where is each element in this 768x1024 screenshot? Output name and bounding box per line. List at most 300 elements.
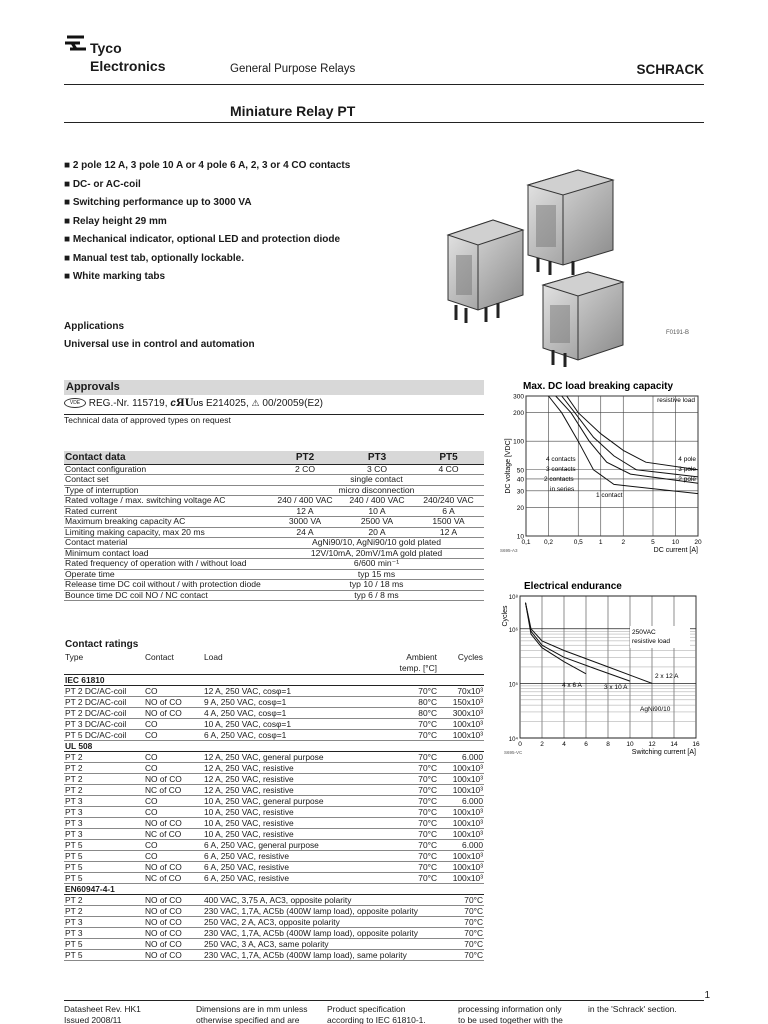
header-category: General Purpose Relays bbox=[230, 63, 356, 75]
x-tick-label: 2 bbox=[540, 741, 544, 748]
cell-load: 4 A, 250 VAC, cosφ=1 bbox=[203, 708, 378, 719]
cell-contact: CO bbox=[144, 796, 203, 807]
cell-type: PT 5 bbox=[64, 873, 144, 884]
cell-ambient: 70°C bbox=[438, 906, 484, 917]
cell-type: PT 2 DC/AC-coil bbox=[64, 697, 144, 708]
cell-load: 10 A, 250 VAC, resistive bbox=[203, 807, 378, 818]
header-rule bbox=[64, 84, 704, 85]
cell-type: PT 2 bbox=[64, 763, 144, 774]
x-tick-label: 8 bbox=[606, 741, 610, 748]
row-value: 10 A bbox=[341, 506, 413, 517]
x-tick-label: 0,5 bbox=[573, 539, 583, 546]
y-axis-label: DC voltage [VDC] bbox=[505, 438, 512, 494]
relay-2 bbox=[528, 170, 613, 275]
table-row bbox=[64, 697, 484, 708]
y-tick-label: 10⁸ bbox=[508, 594, 518, 601]
cell-ambient: 70°C bbox=[438, 917, 484, 928]
cell-load: 230 VAC, 1,7A, AC5b (400W lamp load), same polarity bbox=[203, 950, 438, 961]
table-row bbox=[64, 917, 484, 928]
cell-cycles: 150x10³ bbox=[438, 697, 484, 708]
table-row bbox=[64, 538, 484, 549]
cell-ambient: 70°C bbox=[438, 928, 484, 939]
annotation: 3 contacts bbox=[546, 466, 576, 473]
annotation: 2 pole bbox=[678, 476, 696, 483]
ul-mark-icon: c bbox=[170, 398, 176, 409]
x-tick-label: 0,2 bbox=[543, 539, 554, 546]
row-label: Contact configuration bbox=[64, 464, 269, 475]
cell-contact: NC of CO bbox=[144, 829, 203, 840]
cell-ambient: 80°C bbox=[378, 708, 438, 719]
row-value: 3 CO bbox=[341, 464, 413, 475]
x-tick-label: 6 bbox=[584, 741, 588, 748]
chart-code: S695-A3 bbox=[500, 548, 518, 553]
row-label: Bounce time DC coil NO / NC contact bbox=[64, 590, 269, 601]
y-tick-label: 10 bbox=[516, 533, 524, 541]
cell-cycles: 300x10³ bbox=[438, 708, 484, 719]
cell-cycles: 100x10³ bbox=[438, 774, 484, 785]
x-tick-label: 10 bbox=[626, 741, 634, 748]
cell-ambient: 70°C bbox=[378, 796, 438, 807]
page-title: Miniature Relay PT bbox=[230, 103, 356, 119]
semko-mark-icon: ⚠ bbox=[251, 398, 260, 408]
row-value: single contact bbox=[269, 475, 484, 486]
table-row bbox=[64, 873, 484, 884]
table-row bbox=[64, 517, 484, 528]
cell-contact: NC of CO bbox=[144, 785, 203, 796]
row-label: Contact material bbox=[64, 538, 269, 549]
series-line bbox=[526, 603, 587, 674]
table-row bbox=[64, 895, 484, 906]
annotation: 4 x 6 A bbox=[562, 682, 582, 689]
image-code: F0191-B bbox=[666, 330, 690, 336]
row-value: 12V/10mA, 20mV/1mA gold plated bbox=[269, 548, 484, 559]
feature-item: ■ Mechanical indicator, optional LED and protection diode bbox=[64, 231, 350, 250]
annotation: 2 x 12 A bbox=[655, 673, 679, 680]
x-tick-label: 14 bbox=[670, 741, 678, 748]
row-label: Operate time bbox=[64, 569, 269, 580]
cell-contact: NO of CO bbox=[144, 950, 203, 961]
annotation: in series bbox=[550, 486, 575, 493]
annotation: AgNi90/10 bbox=[640, 706, 671, 713]
row-value: 6/600 min⁻¹ bbox=[269, 559, 484, 570]
cell-contact: NC of CO bbox=[144, 873, 203, 884]
cell-cycles: 100x10³ bbox=[438, 818, 484, 829]
y-tick-label: 50 bbox=[516, 467, 524, 475]
cell-cycles: 100x10³ bbox=[438, 873, 484, 884]
table-row bbox=[64, 485, 484, 496]
cell-contact: NO of CO bbox=[144, 939, 203, 950]
cell-contact: NO of CO bbox=[144, 906, 203, 917]
row-label: Contact set bbox=[64, 475, 269, 486]
cell-load: 10 A, 250 VAC, resistive bbox=[203, 818, 378, 829]
table-row bbox=[64, 939, 484, 950]
series-line bbox=[562, 396, 698, 477]
vde-mark-icon: VDE bbox=[64, 398, 86, 408]
feature-item: ■ Manual test tab, optionally lockable. bbox=[64, 250, 350, 269]
cell-type: PT 2 bbox=[64, 752, 144, 763]
annotation: 3 pole bbox=[678, 466, 696, 473]
cell-type: PT 5 bbox=[64, 851, 144, 862]
contact-data-heading: Contact data bbox=[64, 451, 269, 464]
cell-ambient: 70°C bbox=[438, 895, 484, 906]
cell-ambient: 70°C bbox=[378, 851, 438, 862]
table-row bbox=[64, 496, 484, 507]
table-row bbox=[64, 862, 484, 873]
cell-contact: CO bbox=[144, 807, 203, 818]
logo-line2: Electronics bbox=[90, 58, 166, 74]
cell-load: 10 A, 250 VAC, general purpose bbox=[203, 796, 378, 807]
cell-cycles: 100x10³ bbox=[438, 807, 484, 818]
row-value: 12 A bbox=[269, 506, 341, 517]
standard-group-row bbox=[64, 884, 484, 895]
cell-type: PT 3 bbox=[64, 818, 144, 829]
cell-type: PT 2 bbox=[64, 785, 144, 796]
y-tick-label: 200 bbox=[513, 410, 524, 418]
cell-contact: CO bbox=[144, 763, 203, 774]
x-axis-label: Switching current [A] bbox=[631, 749, 696, 756]
table-row bbox=[64, 559, 484, 570]
footer-text: otherwise specified and are bbox=[196, 1015, 300, 1024]
cell-load: 6 A, 250 VAC, cosφ=1 bbox=[203, 730, 378, 741]
row-label: Release time DC coil without / with protection diode bbox=[64, 580, 269, 591]
x-tick-label: 0 bbox=[518, 741, 522, 748]
contact-data-table bbox=[64, 451, 484, 601]
cell-ambient: 70°C bbox=[378, 807, 438, 818]
x-tick-label: 0,1 bbox=[521, 539, 531, 546]
feature-list bbox=[64, 157, 350, 287]
standard-name: IEC 61810 bbox=[64, 675, 484, 686]
cell-type: PT 5 bbox=[64, 950, 144, 961]
cell-type: PT 2 bbox=[64, 906, 144, 917]
applications-heading: Applications bbox=[64, 321, 125, 332]
row-value: 4 CO bbox=[413, 464, 484, 475]
chart-code: S695-VC bbox=[504, 750, 523, 755]
footer-rule bbox=[64, 1000, 704, 1001]
relay-3 bbox=[543, 272, 623, 367]
relay-product-image bbox=[438, 160, 700, 370]
y-tick-label: 100 bbox=[513, 438, 524, 446]
table-row bbox=[64, 569, 484, 580]
row-value: typ 10 / 18 ms bbox=[269, 580, 484, 591]
table-row bbox=[64, 840, 484, 851]
cell-contact: NO of CO bbox=[144, 928, 203, 939]
cell-ambient: 70°C bbox=[378, 774, 438, 785]
feature-item: ■ DC- or AC-coil bbox=[64, 176, 350, 195]
approvals-heading: Approvals bbox=[64, 380, 484, 395]
footer-col-5 bbox=[588, 1004, 677, 1015]
cell-ambient: 70°C bbox=[438, 939, 484, 950]
feature-item: ■ 2 pole 12 A, 3 pole 10 A or 4 pole 6 A, 2, 3 or 4 CO contacts bbox=[64, 157, 350, 176]
column-header: PT5 bbox=[413, 451, 484, 464]
row-value: typ 15 ms bbox=[269, 569, 484, 580]
annotation: 250VAC bbox=[632, 629, 656, 636]
cell-ambient: 70°C bbox=[378, 785, 438, 796]
cell-cycles: 100x10³ bbox=[438, 829, 484, 840]
cell-load: 12 A, 250 VAC, resistive bbox=[203, 774, 378, 785]
row-value: 6 A bbox=[413, 506, 484, 517]
cell-type: PT 3 bbox=[64, 796, 144, 807]
cell-load: 250 VAC, 2 A, AC3, opposite polarity bbox=[203, 917, 438, 928]
table-row bbox=[64, 785, 484, 796]
cell-type: PT 3 bbox=[64, 807, 144, 818]
y-tick-label: 10⁶ bbox=[508, 627, 518, 634]
cell-cycles: 70x10³ bbox=[438, 686, 484, 697]
feature-item: ■ Switching performance up to 3000 VA bbox=[64, 194, 350, 213]
cell-contact: CO bbox=[144, 840, 203, 851]
row-value: 1500 VA bbox=[413, 517, 484, 528]
cell-ambient: 70°C bbox=[378, 829, 438, 840]
row-value: micro disconnection bbox=[269, 485, 484, 496]
table-row bbox=[64, 796, 484, 807]
y-tick-label: 40 bbox=[516, 476, 524, 484]
row-label: Type of interruption bbox=[64, 485, 269, 496]
tyco-logo bbox=[64, 30, 184, 78]
cell-load: 10 A, 250 VAC, resistive bbox=[203, 829, 378, 840]
cell-ambient: 70°C bbox=[378, 763, 438, 774]
cell-cycles: 100x10³ bbox=[438, 763, 484, 774]
cell-contact: CO bbox=[144, 686, 203, 697]
table-row bbox=[64, 818, 484, 829]
table-row bbox=[64, 708, 484, 719]
cell-contact: CO bbox=[144, 719, 203, 730]
table-row bbox=[64, 527, 484, 538]
table-row bbox=[64, 475, 484, 486]
annotation: 4 contacts bbox=[546, 456, 576, 463]
cell-cycles: 100x10³ bbox=[438, 730, 484, 741]
y-tick-label: 10⁴ bbox=[508, 737, 518, 743]
cell-load: 6 A, 250 VAC, general purpose bbox=[203, 840, 378, 851]
approvals-row: VDE REG.-Nr. 115719, cЯUUS E214025, ⚠ 00/20059(E2) bbox=[64, 398, 484, 415]
table-row bbox=[64, 807, 484, 818]
col-load: Load bbox=[203, 652, 378, 675]
table-row bbox=[64, 906, 484, 917]
row-label: Maximum breaking capacity AC bbox=[64, 517, 269, 528]
cell-cycles: 6.000 bbox=[438, 840, 484, 851]
row-label: Minimum contact load bbox=[64, 548, 269, 559]
table-row bbox=[64, 730, 484, 741]
footer-col-2 bbox=[196, 1004, 307, 1024]
row-value: 12 A bbox=[413, 527, 484, 538]
cell-ambient: 70°C bbox=[378, 818, 438, 829]
cell-load: 10 A, 250 VAC, cosφ=1 bbox=[203, 719, 378, 730]
cell-load: 230 VAC, 1,7A, AC5b (400W lamp load), opposite polarity bbox=[203, 928, 438, 939]
y-tick-label: 10⁵ bbox=[508, 682, 518, 689]
col-type: Type bbox=[64, 652, 144, 675]
cell-type: PT 5 bbox=[64, 862, 144, 873]
standard-group-row bbox=[64, 741, 484, 752]
table-row bbox=[64, 719, 484, 730]
table-row bbox=[64, 506, 484, 517]
ul-suffix: US bbox=[193, 401, 204, 408]
footer-text: Issued 2008/11 bbox=[64, 1015, 122, 1024]
annotation: resistive load bbox=[632, 638, 670, 645]
cell-cycles: 100x10³ bbox=[438, 851, 484, 862]
col-cycles: Cycles bbox=[438, 652, 484, 675]
feature-item: ■ White marking tabs bbox=[64, 268, 350, 287]
row-value: typ 6 / 8 ms bbox=[269, 590, 484, 601]
row-value: 240 / 400 VAC bbox=[269, 496, 341, 507]
cell-cycles: 100x10³ bbox=[438, 785, 484, 796]
y-axis-label: Cycles bbox=[502, 605, 509, 627]
row-label: Rated frequency of operation with / without load bbox=[64, 559, 269, 570]
approvals-note: Technical data of approved types on request bbox=[64, 415, 231, 425]
applications-text: Universal use in control and automation bbox=[64, 339, 255, 350]
x-tick-label: 16 bbox=[692, 741, 700, 748]
ratings-heading: Contact ratings bbox=[65, 639, 139, 650]
standard-group-row bbox=[64, 675, 484, 686]
footer-col-3 bbox=[327, 1004, 426, 1024]
cell-load: 12 A, 250 VAC, cosφ=1 bbox=[203, 686, 378, 697]
footer-text: Dimensions are in mm unless bbox=[196, 1004, 308, 1014]
cell-contact: NO of CO bbox=[144, 895, 203, 906]
cell-type: PT 5 bbox=[64, 840, 144, 851]
x-axis-label: DC current [A] bbox=[653, 547, 698, 554]
row-label: Rated current bbox=[64, 506, 269, 517]
annotation: 2 contacts bbox=[544, 476, 574, 483]
cell-load: 230 VAC, 1,7A, AC5b (400W lamp load), opposite polarity bbox=[203, 906, 438, 917]
cell-ambient: 70°C bbox=[378, 686, 438, 697]
column-header: PT2 bbox=[269, 451, 341, 464]
cell-contact: NO of CO bbox=[144, 697, 203, 708]
row-value: 24 A bbox=[269, 527, 341, 538]
footer-text: processing information only bbox=[458, 1004, 562, 1014]
cell-ambient: 70°C bbox=[378, 719, 438, 730]
contact-data-header-row bbox=[64, 451, 484, 464]
row-label: Limiting making capacity, max 20 ms bbox=[64, 527, 269, 538]
x-tick-label: 4 bbox=[562, 741, 566, 748]
relay-1 bbox=[448, 220, 523, 323]
cell-contact: CO bbox=[144, 851, 203, 862]
x-tick-label: 5 bbox=[651, 539, 655, 546]
cell-load: 12 A, 250 VAC, resistive bbox=[203, 763, 378, 774]
y-tick-label: 30 bbox=[516, 488, 524, 496]
col-ambient: Ambient temp. [°C] bbox=[378, 652, 438, 675]
approval-ul-file: E214025, bbox=[205, 398, 249, 409]
cell-contact: NO of CO bbox=[144, 917, 203, 928]
annotation: resistive load bbox=[657, 397, 695, 404]
footer-col-4 bbox=[458, 1004, 563, 1024]
row-label: Rated voltage / max. switching voltage AC bbox=[64, 496, 269, 507]
cell-contact: NO of CO bbox=[144, 708, 203, 719]
column-header: PT3 bbox=[341, 451, 413, 464]
cell-type: PT 5 bbox=[64, 939, 144, 950]
logo-line1: Tyco bbox=[90, 40, 122, 56]
cell-contact: NO of CO bbox=[144, 774, 203, 785]
table-row bbox=[64, 829, 484, 840]
cell-type: PT 3 DC/AC-coil bbox=[64, 719, 144, 730]
table-row bbox=[64, 928, 484, 939]
table-row bbox=[64, 851, 484, 862]
col-contact: Contact bbox=[144, 652, 203, 675]
approval-semko: 00/20059(E2) bbox=[262, 398, 324, 409]
cell-cycles: 6.000 bbox=[438, 752, 484, 763]
cell-contact: CO bbox=[144, 730, 203, 741]
annotation: 4 pole bbox=[678, 456, 696, 463]
cell-load: 400 VAC, 3,75 A, AC3, opposite polarity bbox=[203, 895, 438, 906]
y-tick-label: 20 bbox=[516, 504, 524, 512]
x-tick-label: 1 bbox=[598, 539, 603, 546]
cell-load: 6 A, 250 VAC, resistive bbox=[203, 873, 378, 884]
cell-type: PT 2 bbox=[64, 774, 144, 785]
cell-load: 12 A, 250 VAC, general purpose bbox=[203, 752, 378, 763]
cell-ambient: 70°C bbox=[378, 862, 438, 873]
table-row bbox=[64, 752, 484, 763]
cell-type: PT 5 DC/AC-coil bbox=[64, 730, 144, 741]
cell-load: 6 A, 250 VAC, resistive bbox=[203, 851, 378, 862]
cell-type: PT 2 DC/AC-coil bbox=[64, 686, 144, 697]
cell-load: 9 A, 250 VAC, cosφ=1 bbox=[203, 697, 378, 708]
table-row bbox=[64, 580, 484, 591]
approval-reg: REG.-Nr. 115719, bbox=[88, 398, 168, 409]
ratings-heading-row bbox=[64, 638, 484, 652]
table-row bbox=[64, 590, 484, 601]
row-value: 3000 VA bbox=[269, 517, 341, 528]
cell-ambient: 70°C bbox=[438, 950, 484, 961]
y-tick-label: 300 bbox=[513, 393, 524, 401]
footer-text: Product specification bbox=[327, 1004, 406, 1014]
table-row bbox=[64, 950, 484, 961]
footer-text: Datasheet Rev. HK1 bbox=[64, 1004, 141, 1014]
cell-cycles: 100x10³ bbox=[438, 719, 484, 730]
table-row bbox=[64, 774, 484, 785]
row-value: 240 / 400 VAC bbox=[341, 496, 413, 507]
cell-contact: NO of CO bbox=[144, 818, 203, 829]
standard-name: EN60947-4-1 bbox=[64, 884, 484, 895]
electrical-endurance-chart bbox=[498, 578, 710, 763]
table-row bbox=[64, 686, 484, 697]
row-value: 240/240 VAC bbox=[413, 496, 484, 507]
x-tick-label: 2 bbox=[621, 539, 626, 546]
table-row bbox=[64, 464, 484, 475]
cell-type: PT 3 bbox=[64, 829, 144, 840]
cell-ambient: 70°C bbox=[378, 873, 438, 884]
title-rule bbox=[64, 122, 704, 123]
cell-type: PT 2 bbox=[64, 895, 144, 906]
dc-breaking-capacity-chart bbox=[498, 378, 710, 560]
table-row bbox=[64, 548, 484, 559]
row-value: 20 A bbox=[341, 527, 413, 538]
table-row bbox=[64, 763, 484, 774]
x-tick-label: 10 bbox=[671, 539, 680, 546]
footer-text: in the 'Schrack' section. bbox=[588, 1004, 677, 1014]
tyco-logo-icon bbox=[64, 34, 88, 56]
cell-load: 250 VAC, 3 A, AC3, same polarity bbox=[203, 939, 438, 950]
chart-title: Electrical endurance bbox=[524, 581, 622, 592]
page-number: 1 bbox=[704, 990, 710, 1001]
chart-title: Max. DC load breaking capacity bbox=[523, 381, 674, 392]
contact-ratings-table bbox=[64, 638, 484, 961]
cell-ambient: 70°C bbox=[378, 752, 438, 763]
standard-name: UL 508 bbox=[64, 741, 484, 752]
cell-ambient: 80°C bbox=[378, 697, 438, 708]
footer-text: to be used together with the bbox=[458, 1015, 563, 1024]
cell-cycles: 100x10³ bbox=[438, 862, 484, 873]
x-tick-label: 12 bbox=[648, 741, 656, 748]
cell-type: PT 3 bbox=[64, 928, 144, 939]
cell-contact: NO of CO bbox=[144, 862, 203, 873]
cell-ambient: 70°C bbox=[378, 730, 438, 741]
cell-load: 12 A, 250 VAC, resistive bbox=[203, 785, 378, 796]
row-value: 2500 VA bbox=[341, 517, 413, 528]
cell-type: PT 2 DC/AC-coil bbox=[64, 708, 144, 719]
x-tick-label: 20 bbox=[694, 539, 702, 546]
cell-type: PT 3 bbox=[64, 917, 144, 928]
cell-cycles: 6.000 bbox=[438, 796, 484, 807]
annotation: 3 x 10 A bbox=[604, 684, 628, 691]
ratings-header-row bbox=[64, 652, 484, 675]
cell-ambient: 70°C bbox=[378, 840, 438, 851]
footer-col-1 bbox=[64, 1004, 141, 1024]
